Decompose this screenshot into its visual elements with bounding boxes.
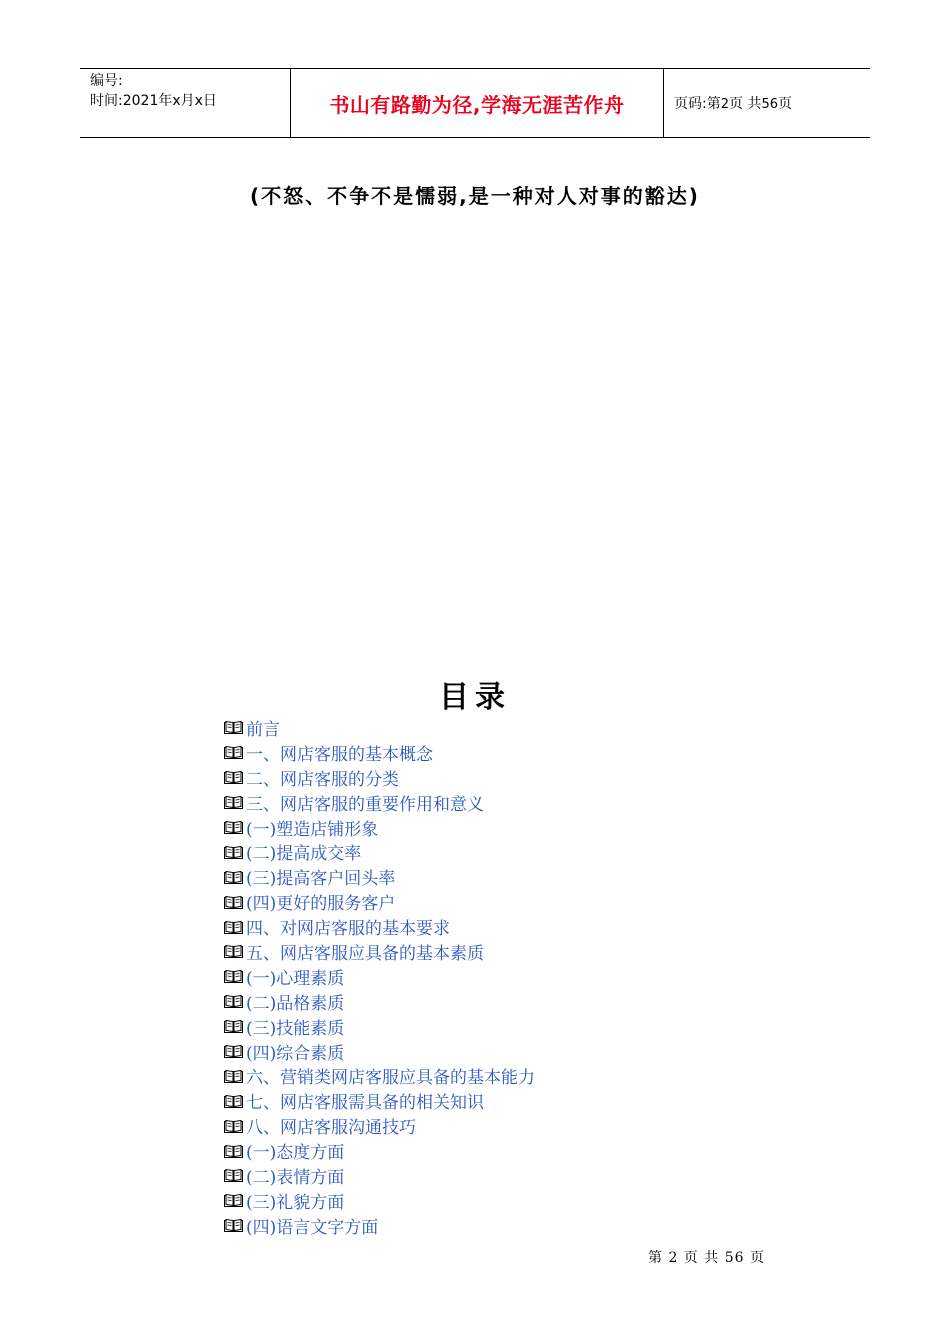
toc-item[interactable] [224, 889, 535, 914]
toc-item-label[interactable]: 七、网店客服需具备的相关知识 [246, 1093, 484, 1114]
book-icon [224, 720, 243, 734]
book-icon [224, 870, 243, 884]
page-suffix: 页 [778, 96, 792, 112]
toc-item-label[interactable]: (四)综合素质 [246, 1043, 345, 1064]
toc-item-label[interactable]: 前言 [246, 719, 280, 740]
book-icon [224, 1019, 243, 1033]
toc-item[interactable] [224, 939, 535, 964]
toc-item-label[interactable]: (一)塑造店铺形象 [246, 819, 379, 840]
page-mid: 页 共 [729, 96, 762, 112]
page-prefix: 页码:第 [674, 96, 721, 112]
header-meta [80, 69, 290, 137]
book-icon [224, 1069, 243, 1083]
toc-item[interactable] [224, 1039, 535, 1064]
toc-item[interactable] [224, 864, 535, 889]
book-icon [224, 1218, 243, 1232]
time-label: 时间:2021年x月x日 [90, 93, 217, 109]
toc-item[interactable] [224, 1088, 535, 1113]
book-icon [224, 994, 243, 1008]
header-page-info [664, 69, 870, 137]
book-icon [224, 1193, 243, 1207]
toc-item[interactable] [224, 1163, 535, 1188]
book-icon [224, 770, 243, 784]
toc-item-label[interactable]: (二)提高成交率 [246, 844, 362, 865]
motto: (不怒、不争不是懦弱,是一种对人对事的豁达) [250, 184, 700, 208]
book-icon [224, 795, 243, 809]
page-current: 2 [720, 97, 729, 112]
toc-item-label[interactable]: 六、营销类网店客服应具备的基本能力 [246, 1068, 535, 1089]
toc-item[interactable] [224, 989, 535, 1014]
toc-item[interactable] [224, 1188, 535, 1213]
book-icon [224, 920, 243, 934]
toc-item-label[interactable]: (二)品格素质 [246, 993, 345, 1014]
toc-item[interactable] [224, 839, 535, 864]
toc-item-label[interactable]: 四、对网店客服的基本要求 [246, 919, 450, 940]
page-total: 56 [761, 97, 778, 112]
toc-item[interactable] [224, 1113, 535, 1138]
toc-item-label[interactable]: (一)心理素质 [246, 968, 345, 989]
toc-list [224, 715, 535, 1238]
book-icon [224, 895, 243, 909]
book-icon [224, 1044, 243, 1058]
toc-item-label[interactable]: (三)提高客户回头率 [246, 869, 396, 890]
toc-item-label[interactable]: 一、网店客服的基本概念 [246, 744, 433, 765]
document-header [80, 68, 870, 138]
toc-item-label[interactable]: 三、网店客服的重要作用和意义 [246, 794, 484, 815]
book-icon [224, 1144, 243, 1158]
toc-item-label[interactable]: (四)更好的服务客户 [246, 894, 396, 915]
toc-item[interactable] [224, 914, 535, 939]
book-icon [224, 745, 243, 759]
book-icon [224, 845, 243, 859]
book-icon [224, 1094, 243, 1108]
toc-item-label[interactable]: (二)表情方面 [246, 1167, 345, 1188]
toc-item[interactable] [224, 1063, 535, 1088]
code-label: 编号: [90, 73, 123, 89]
book-icon [224, 969, 243, 983]
toc-item[interactable] [224, 1014, 535, 1039]
book-icon [224, 1168, 243, 1182]
toc-title: 目录 [439, 680, 511, 715]
book-icon [224, 944, 243, 958]
toc-item-label[interactable]: 二、网店客服的分类 [246, 769, 399, 790]
header-slogan-cell [290, 69, 664, 137]
toc-item-label[interactable]: (四)语言文字方面 [246, 1217, 379, 1238]
page-footer: 第 2 页 共 56 页 [648, 1250, 765, 1266]
toc-item[interactable] [224, 790, 535, 815]
toc-item-label[interactable]: 五、网店客服应具备的基本素质 [246, 943, 484, 964]
toc-item-label[interactable]: (三)技能素质 [246, 1018, 345, 1039]
toc-item[interactable] [224, 740, 535, 765]
toc-item[interactable] [224, 765, 535, 790]
header-slogan: 书山有路勤为径,学海无涯苦作舟 [329, 92, 625, 117]
book-icon [224, 820, 243, 834]
toc-item-label[interactable]: 八、网店客服沟通技巧 [246, 1118, 416, 1139]
toc-item[interactable] [224, 1138, 535, 1163]
toc-item-label[interactable]: (三)礼貌方面 [246, 1192, 345, 1213]
toc-item[interactable] [224, 1213, 535, 1238]
toc-item-label[interactable]: (一)态度方面 [246, 1143, 345, 1164]
toc-item[interactable] [224, 715, 535, 740]
toc-item[interactable] [224, 964, 535, 989]
toc-item[interactable] [224, 815, 535, 840]
book-icon [224, 1119, 243, 1133]
